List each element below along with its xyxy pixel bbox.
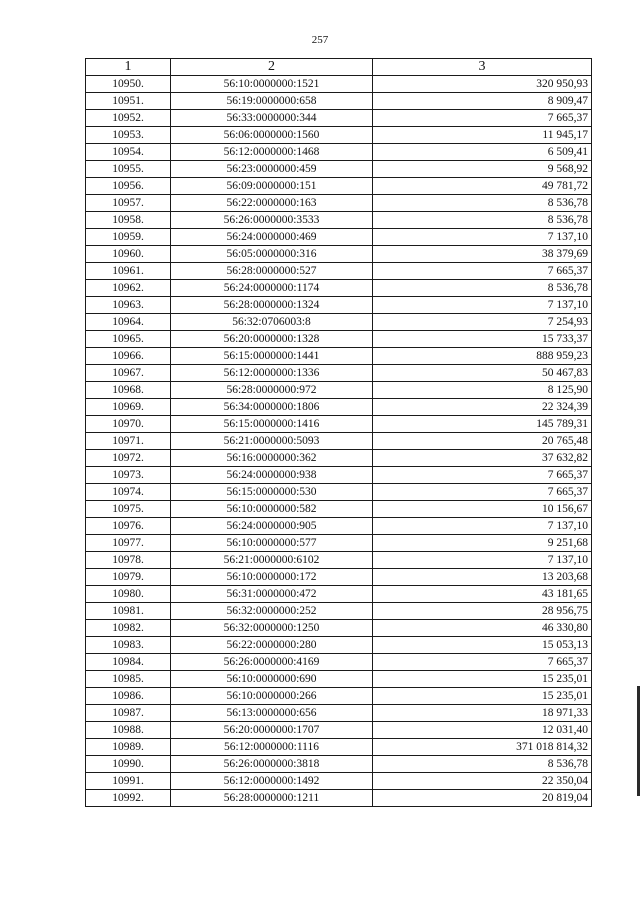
cadastral-number: 56:10:0000000:172 [171,569,373,586]
row-number: 10981. [86,603,171,620]
cadastral-number: 56:33:0000000:344 [171,110,373,127]
row-number: 10951. [86,93,171,110]
table-row [86,450,592,467]
cadastral-value: 7 137,10 [373,518,592,535]
row-number: 10952. [86,110,171,127]
cadastral-value: 8 536,78 [373,195,592,212]
cadastral-value: 8 125,90 [373,382,592,399]
table-row [86,365,592,382]
cadastral-value: 6 509,41 [373,144,592,161]
cadastral-value: 15 733,37 [373,331,592,348]
table-row [86,144,592,161]
table-row [86,212,592,229]
row-number: 10965. [86,331,171,348]
cadastral-number: 56:20:0000000:1707 [171,722,373,739]
cadastral-value-table [85,58,592,807]
cadastral-number: 56:12:0000000:1116 [171,739,373,756]
table-row [86,280,592,297]
cadastral-value: 7 665,37 [373,110,592,127]
cadastral-number: 56:09:0000000:151 [171,178,373,195]
row-number: 10974. [86,484,171,501]
table-row [86,263,592,280]
table-row [86,382,592,399]
row-number: 10991. [86,773,171,790]
table-row [86,229,592,246]
cadastral-number: 56:10:0000000:1521 [171,76,373,93]
cadastral-number: 56:32:0000000:252 [171,603,373,620]
table-row [86,569,592,586]
cadastral-value: 13 203,68 [373,569,592,586]
cadastral-number: 56:06:0000000:1560 [171,127,373,144]
row-number: 10971. [86,433,171,450]
column-header-3: 3 [373,59,592,76]
cadastral-number: 56:31:0000000:472 [171,586,373,603]
table-row [86,399,592,416]
column-header-1: 1 [86,59,171,76]
table-row [86,348,592,365]
cadastral-value: 7 137,10 [373,552,592,569]
cadastral-number: 56:24:0000000:938 [171,467,373,484]
cadastral-value: 15 053,13 [373,637,592,654]
cadastral-value: 320 950,93 [373,76,592,93]
table-body [86,76,592,807]
cadastral-number: 56:26:0000000:3818 [171,756,373,773]
cadastral-number: 56:26:0000000:3533 [171,212,373,229]
cadastral-value: 20 819,04 [373,790,592,807]
table-row [86,739,592,756]
row-number: 10988. [86,722,171,739]
cadastral-number: 56:12:0000000:1336 [171,365,373,382]
cadastral-value: 49 781,72 [373,178,592,195]
row-number: 10975. [86,501,171,518]
cadastral-value: 7 665,37 [373,263,592,280]
table-row [86,756,592,773]
cadastral-number: 56:20:0000000:1328 [171,331,373,348]
row-number: 10966. [86,348,171,365]
cadastral-value: 7 665,37 [373,484,592,501]
cadastral-number: 56:21:0000000:6102 [171,552,373,569]
cadastral-number: 56:13:0000000:656 [171,705,373,722]
cadastral-number: 56:05:0000000:316 [171,246,373,263]
cadastral-value: 11 945,17 [373,127,592,144]
row-number: 10950. [86,76,171,93]
cadastral-value: 50 467,83 [373,365,592,382]
cadastral-value: 43 181,65 [373,586,592,603]
row-number: 10957. [86,195,171,212]
table-row [86,552,592,569]
row-number: 10980. [86,586,171,603]
table-row [86,603,592,620]
cadastral-number: 56:23:0000000:459 [171,161,373,178]
cadastral-value: 8 536,78 [373,280,592,297]
cadastral-value: 9 251,68 [373,535,592,552]
cadastral-number: 56:24:0000000:469 [171,229,373,246]
row-number: 10978. [86,552,171,569]
row-number: 10992. [86,790,171,807]
cadastral-value: 20 765,48 [373,433,592,450]
row-number: 10982. [86,620,171,637]
cadastral-number: 56:28:0000000:527 [171,263,373,280]
cadastral-value: 37 632,82 [373,450,592,467]
row-number: 10976. [86,518,171,535]
cadastral-value: 22 350,04 [373,773,592,790]
table-row [86,178,592,195]
cadastral-value: 12 031,40 [373,722,592,739]
row-number: 10960. [86,246,171,263]
cadastral-number: 56:28:0000000:1324 [171,297,373,314]
row-number: 10967. [86,365,171,382]
cadastral-value: 10 156,67 [373,501,592,518]
table-row [86,773,592,790]
cadastral-number: 56:10:0000000:582 [171,501,373,518]
table-row [86,161,592,178]
cadastral-number: 56:10:0000000:690 [171,671,373,688]
cadastral-number: 56:16:0000000:362 [171,450,373,467]
row-number: 10963. [86,297,171,314]
cadastral-value: 46 330,80 [373,620,592,637]
cadastral-number: 56:19:0000000:658 [171,93,373,110]
table-row [86,314,592,331]
row-number: 10964. [86,314,171,331]
table-row [86,484,592,501]
row-number: 10989. [86,739,171,756]
cadastral-number: 56:15:0000000:1441 [171,348,373,365]
cadastral-value: 145 789,31 [373,416,592,433]
table-row [86,501,592,518]
cadastral-number: 56:22:0000000:163 [171,195,373,212]
cadastral-value: 7 137,10 [373,229,592,246]
table-row [86,195,592,212]
row-number: 10962. [86,280,171,297]
row-number: 10986. [86,688,171,705]
cadastral-number: 56:24:0000000:1174 [171,280,373,297]
cadastral-number: 56:24:0000000:905 [171,518,373,535]
cadastral-value: 15 235,01 [373,671,592,688]
table-row [86,331,592,348]
table-row [86,467,592,484]
row-number: 10958. [86,212,171,229]
table-row [86,620,592,637]
column-header-2: 2 [171,59,373,76]
cadastral-value: 8 536,78 [373,212,592,229]
row-number: 10959. [86,229,171,246]
table-row [86,535,592,552]
table-row [86,654,592,671]
row-number: 10961. [86,263,171,280]
cadastral-value: 15 235,01 [373,688,592,705]
table-row [86,416,592,433]
cadastral-number: 56:28:0000000:1211 [171,790,373,807]
row-number: 10984. [86,654,171,671]
row-number: 10956. [86,178,171,195]
cadastral-number: 56:34:0000000:1806 [171,399,373,416]
cadastral-value: 8 536,78 [373,756,592,773]
row-number: 10972. [86,450,171,467]
cadastral-number: 56:26:0000000:4169 [171,654,373,671]
cadastral-value: 371 018 814,32 [373,739,592,756]
page-number: 257 [311,34,329,46]
table-row [86,93,592,110]
table-row [86,297,592,314]
cadastral-number: 56:32:0706003:8 [171,314,373,331]
table-row [86,637,592,654]
row-number: 10979. [86,569,171,586]
cadastral-number: 56:10:0000000:577 [171,535,373,552]
table-row [86,586,592,603]
table-row [86,76,592,93]
row-number: 10985. [86,671,171,688]
row-number: 10954. [86,144,171,161]
table-row [86,790,592,807]
table-row [86,127,592,144]
row-number: 10977. [86,535,171,552]
table-header-row [86,59,592,76]
cadastral-number: 56:15:0000000:1416 [171,416,373,433]
cadastral-value: 7 665,37 [373,467,592,484]
row-number: 10968. [86,382,171,399]
table-row [86,433,592,450]
table-row [86,110,592,127]
cadastral-number: 56:12:0000000:1492 [171,773,373,790]
table-row [86,671,592,688]
table-row [86,705,592,722]
table-row [86,246,592,263]
cadastral-value: 8 909,47 [373,93,592,110]
cadastral-number: 56:28:0000000:972 [171,382,373,399]
cadastral-value: 7 137,10 [373,297,592,314]
cadastral-value: 888 959,23 [373,348,592,365]
row-number: 10953. [86,127,171,144]
table-row [86,688,592,705]
cadastral-value: 18 971,33 [373,705,592,722]
table-row [86,518,592,535]
cadastral-value: 28 956,75 [373,603,592,620]
cadastral-value: 7 665,37 [373,654,592,671]
row-number: 10955. [86,161,171,178]
cadastral-number: 56:22:0000000:280 [171,637,373,654]
cadastral-value: 38 379,69 [373,246,592,263]
row-number: 10987. [86,705,171,722]
cadastral-number: 56:15:0000000:530 [171,484,373,501]
row-number: 10973. [86,467,171,484]
cadastral-number: 56:32:0000000:1250 [171,620,373,637]
cadastral-number: 56:12:0000000:1468 [171,144,373,161]
row-number: 10990. [86,756,171,773]
cadastral-value: 22 324,39 [373,399,592,416]
cadastral-number: 56:10:0000000:266 [171,688,373,705]
table-row [86,722,592,739]
cadastral-value: 7 254,93 [373,314,592,331]
cadastral-number: 56:21:0000000:5093 [171,433,373,450]
cadastral-value: 9 568,92 [373,161,592,178]
row-number: 10970. [86,416,171,433]
row-number: 10969. [86,399,171,416]
row-number: 10983. [86,637,171,654]
